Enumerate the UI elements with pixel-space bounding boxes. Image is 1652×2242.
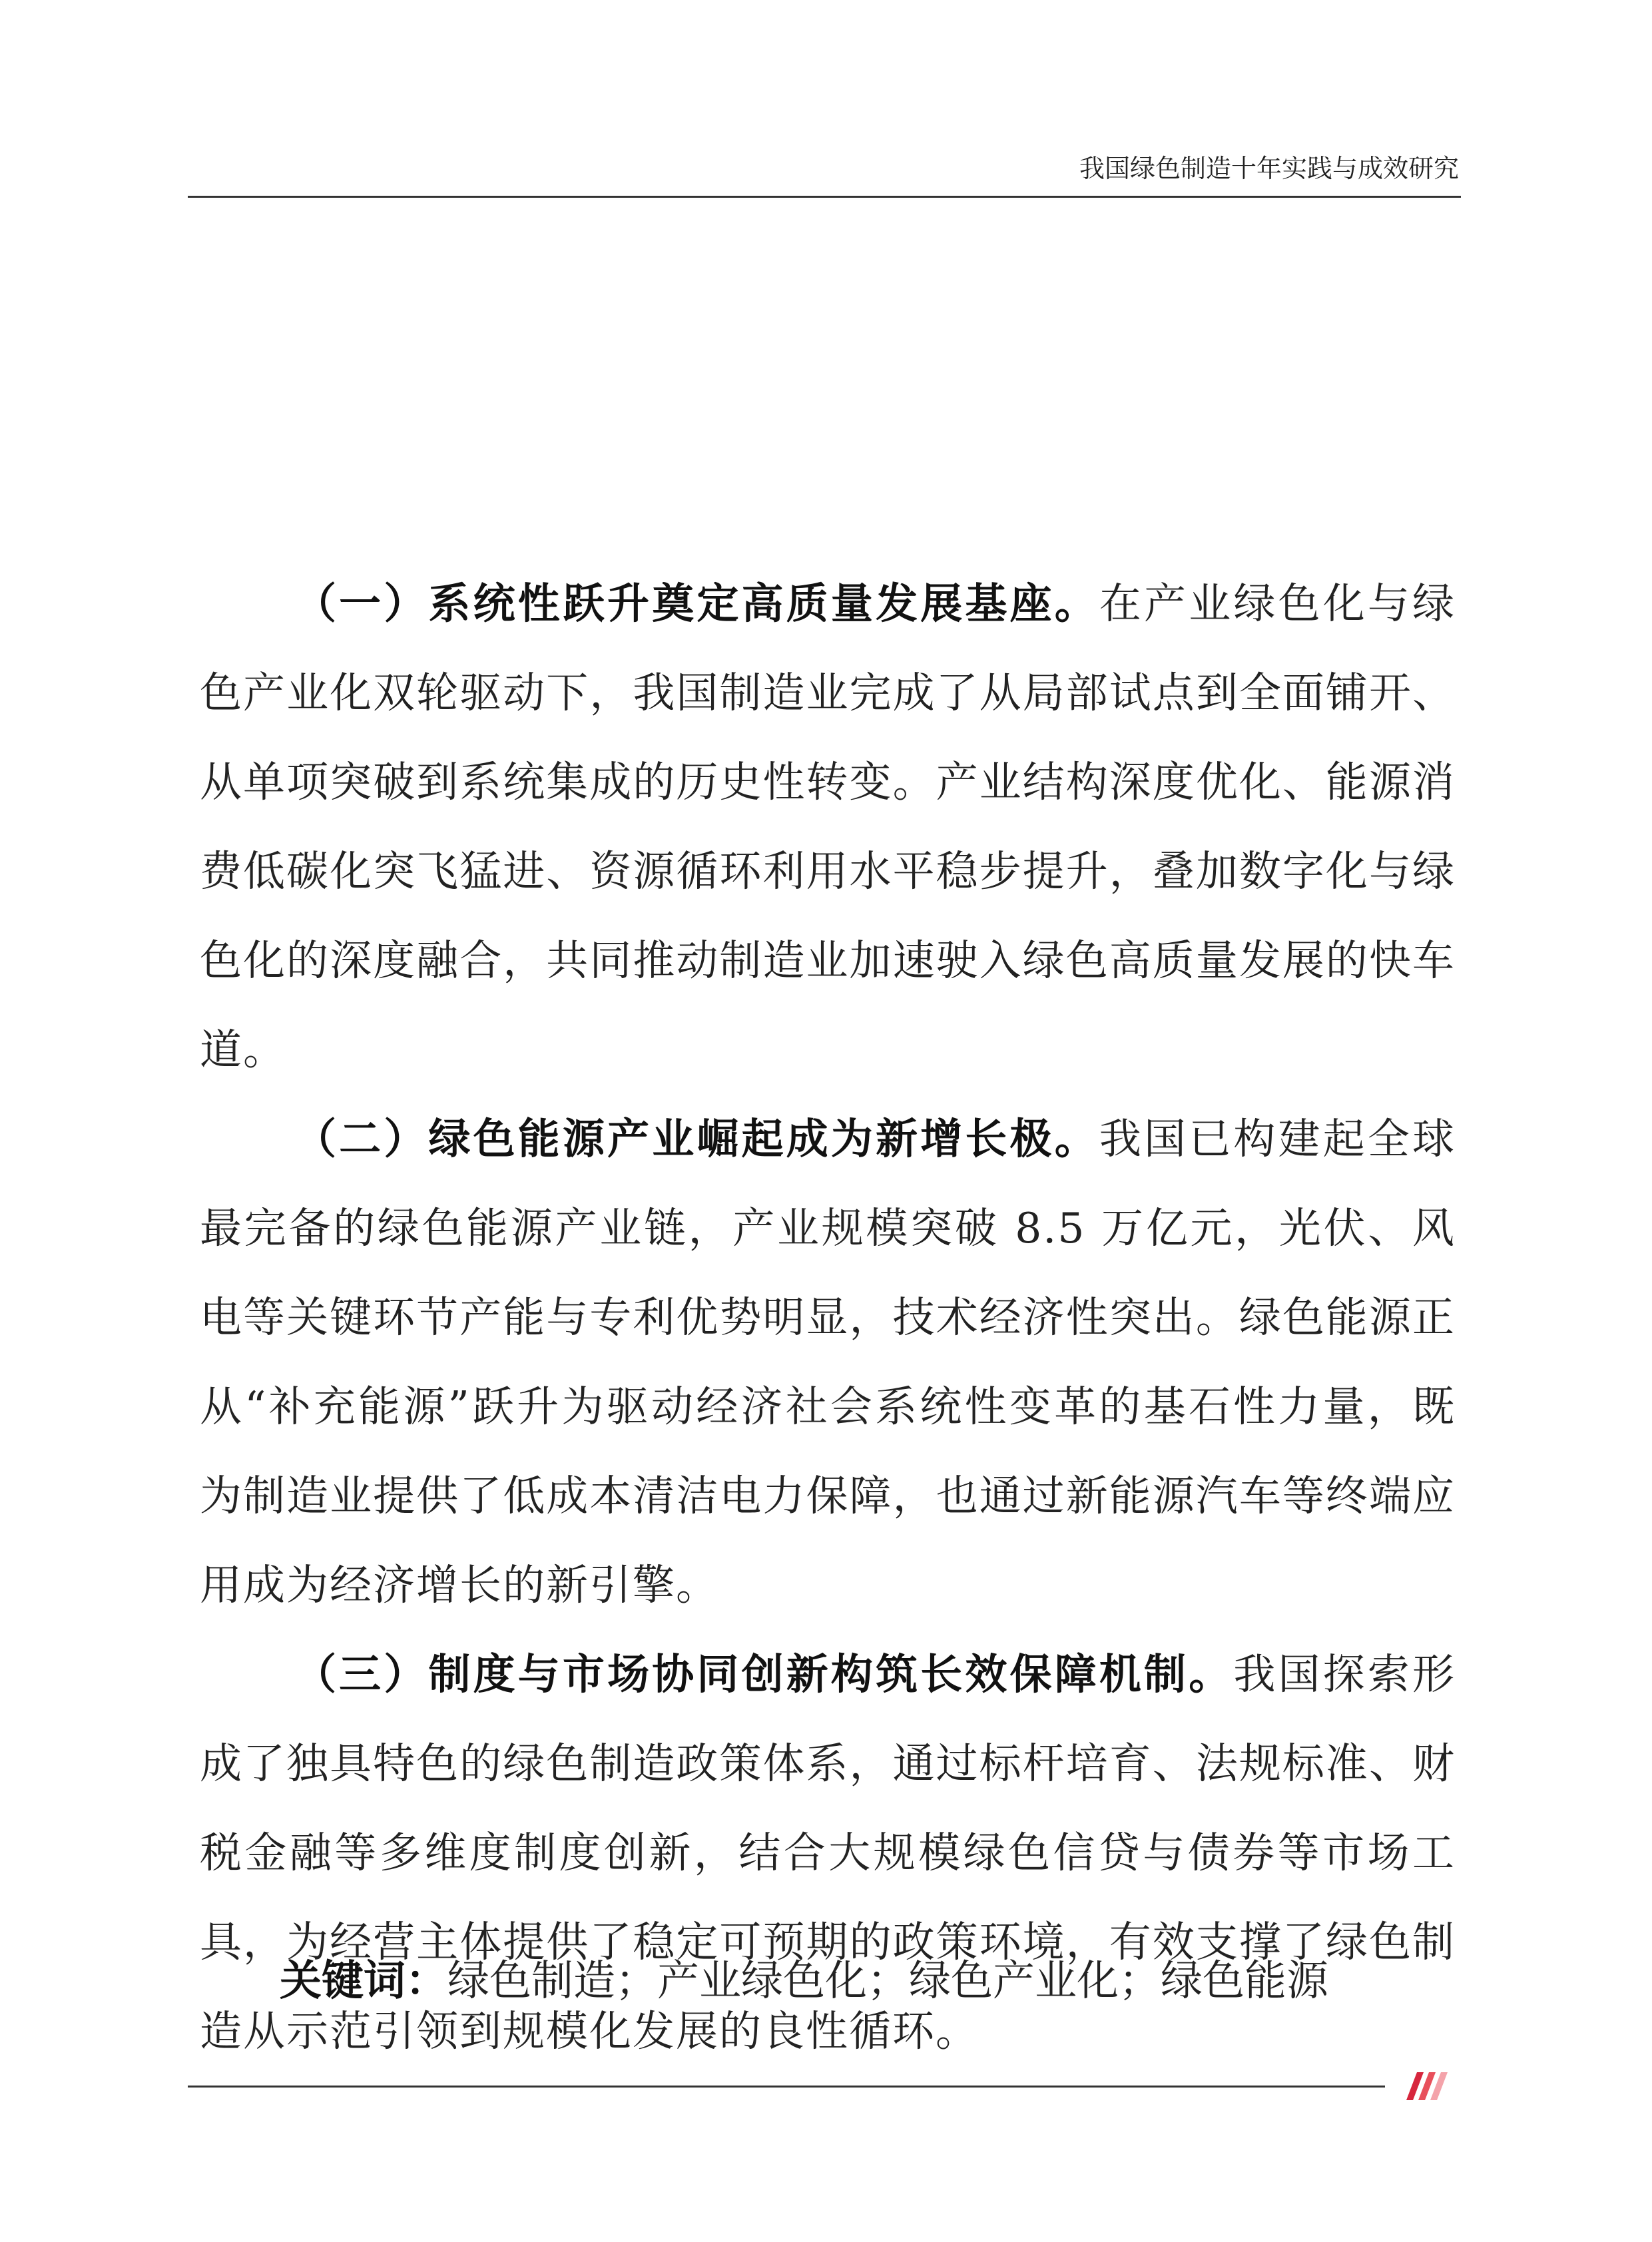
keywords-line <box>280 1954 1328 2008</box>
paragraph-1-text: 在产业绿色化与绿色产业化双轮驱动下，我国制造业完成了从局部试点到全面铺开、从单项突破到系统集成的历史性转变。产业结构深度优化、能源消费低碳化突飞猛进、资源循环利用水平稳步提升，叠加数字化与绿色化的深度融合，共同推动制造业加速驶入绿色高质量发展的快车道。 <box>200 579 1456 1074</box>
paragraph-2-lead: （二）绿色能源产业崛起成为新增长极。 <box>294 1115 1099 1163</box>
keywords-text: 绿色制造；产业绿色化；绿色产业化；绿色能源 <box>447 1956 1328 2005</box>
paragraph-3 <box>200 1630 1456 2076</box>
paragraph-3-text: 我国探索形成了独具特色的绿色制造政策体系，通过标杆培育、法规标准、财税金融等多维度制度创新，结合大规模绿色信贷与债券等市场工具，为经营主体提供了稳定可预期的政策环境，有效支撑了绿色制造从示范引领到规模化发展的良性循环。 <box>200 1650 1456 2056</box>
keywords-label: 关键词： <box>280 1956 447 2005</box>
paragraph-2 <box>200 1095 1456 1630</box>
header-divider <box>188 196 1461 198</box>
paragraph-3-lead: （三）制度与市场协同创新构筑长效保障机制。 <box>294 1650 1234 1699</box>
paragraph-1-lead: （一）系统性跃升奠定高质量发展基座。 <box>294 579 1099 628</box>
paragraph-2-text: 我国已构建起全球最完备的绿色能源产业链，产业规模突破 8.5 万亿元，光伏、风电等关键环节产能与专利优势明显，技术经济性突出。绿色能源正从“补充能源”跃升为驱动经济社会系统性变革的基石性力量，既为制造业提供了低成本清洁电力保障，也通过新能源汽车等终端应用成为经济增长的新引擎。 <box>200 1115 1456 1609</box>
running-header-title: 我国绿色制造十年实践与成效研究 <box>1079 154 1459 183</box>
abstract-body <box>200 559 1456 2076</box>
footer-divider <box>188 2086 1385 2088</box>
red-slash-stripes-icon <box>1397 2070 1464 2103</box>
paragraph-1 <box>200 559 1456 1095</box>
